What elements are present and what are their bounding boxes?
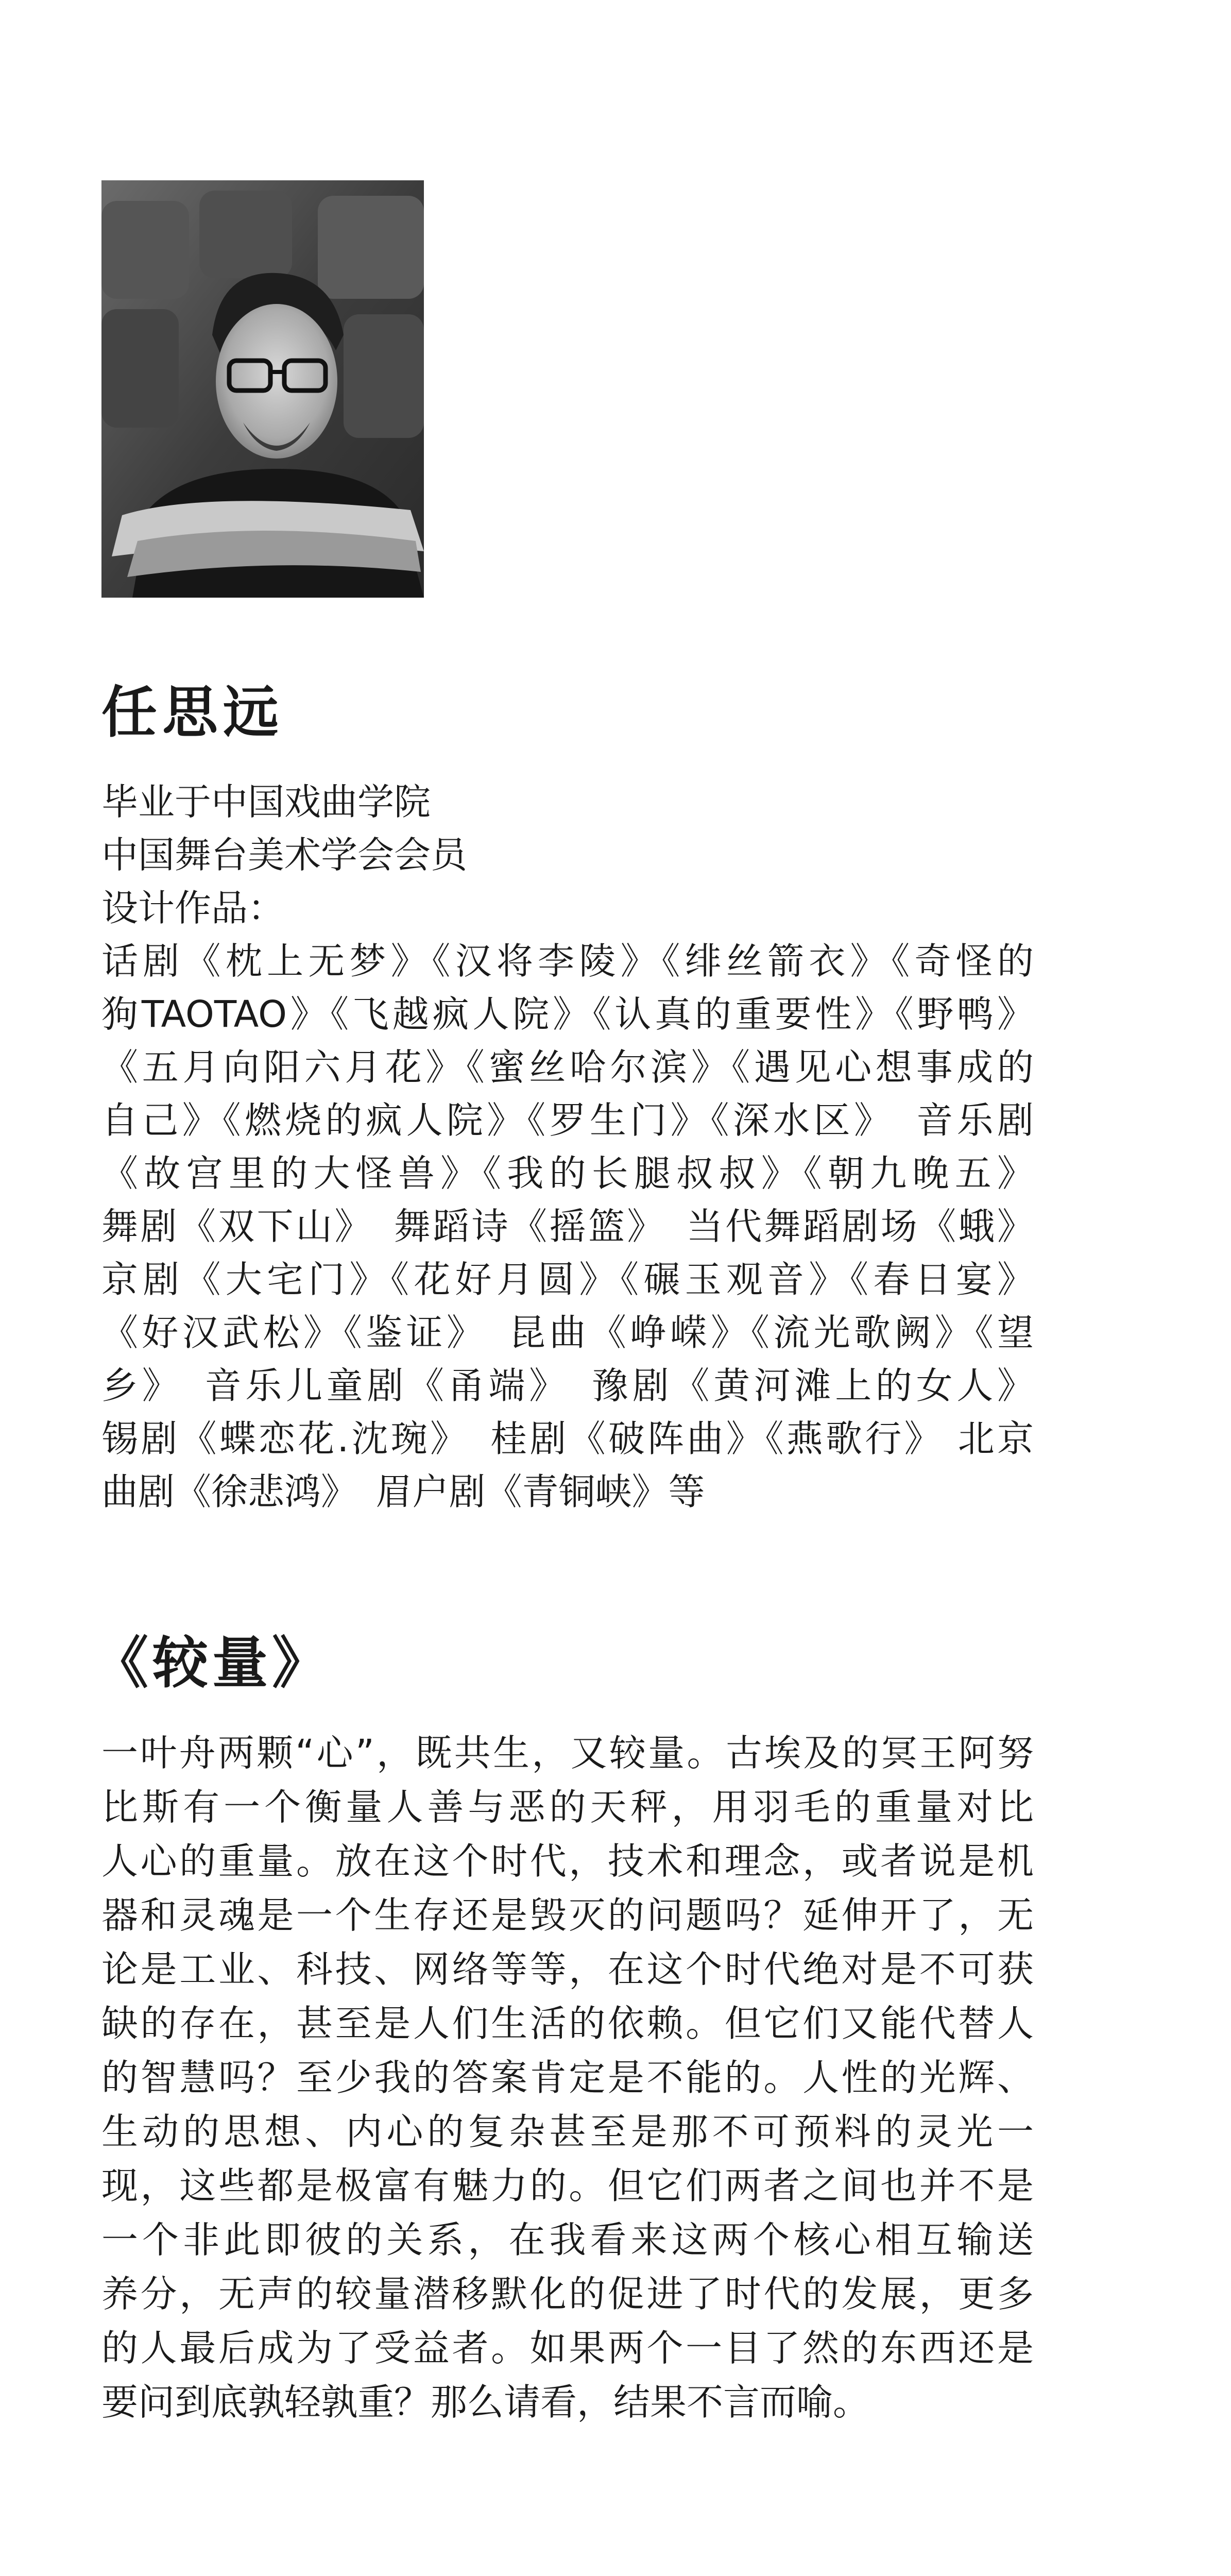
bio-line: 设计作品： (101, 887, 285, 929)
description-line: 的人最后成为了受益者。如果两个一目了然的东西还是 (101, 2327, 1034, 2369)
description-line: 论是工业、科技、网络等等，在这个时代绝对是不可获 (101, 1948, 1034, 1991)
bio-line: 曲剧《徐悲鸿》 眉户剧《青铜峡》等 (101, 1470, 705, 1513)
bio-line: 《五月向阳六月花》《蜜丝哈尔滨》《遇见心想事成的 (101, 1046, 1034, 1089)
artist-name: 任思远 (101, 681, 284, 745)
description-line: 人心的重量。放在这个时代，技术和理念，或者说是机 (101, 1840, 1034, 1883)
description-line: 的智慧吗？至少我的答案肯定是不能的。人性的光辉、 (101, 2056, 1034, 2099)
description-line: 现，这些都是极富有魅力的。但它们两者之间也并不是 (101, 2164, 1034, 2207)
artist-bio (101, 775, 1034, 1518)
bio-line: 毕业于中国戏曲学院 (101, 781, 431, 823)
work-title: 《较量》 (93, 1631, 332, 1696)
artist-portrait (101, 180, 424, 598)
description-line: 一叶舟两颗“心”，既共生，又较量。古埃及的冥王阿努 (101, 1732, 1034, 1774)
bio-line: 乡》 音乐儿童剧《甬端》 豫剧《黄河滩上的女人》 (101, 1364, 1034, 1407)
bio-line: 京剧《大宅门》《花好月圆》《碾玉观音》《春日宴》 (101, 1258, 1034, 1301)
bio-line: 话剧《枕上无梦》《汉将李陵》《绯丝箭衣》《奇怪的 (101, 940, 1034, 982)
description-line: 养分，无声的较量潜移默化的促进了时代的发展，更多 (101, 2273, 1034, 2315)
bio-line: 狗TAOTAO》《飞越疯人院》《认真的重要性》《野鸭》 (101, 993, 1034, 1036)
bio-line: 中国舞台美术学会会员 (101, 834, 468, 876)
description-line: 要问到底孰轻孰重？那么请看，结果不言而喻。 (101, 2381, 870, 2424)
bio-line: 舞剧《双下山》 舞蹈诗《摇篮》 当代舞蹈剧场《蛾》 (101, 1205, 1034, 1248)
bio-line: 《故宫里的大怪兽》《我的长腿叔叔》《朝九晚五》 (101, 1152, 1034, 1195)
description-line: 器和灵魂是一个生存还是毁灭的问题吗？延伸开了，无 (101, 1894, 1034, 1937)
bio-line: 锡剧《蝶恋花.沈琬》 桂剧《破阵曲》《燕歌行》 北京 (101, 1417, 1034, 1460)
description-line: 一个非此即彼的关系，在我看来这两个核心相互输送 (101, 2218, 1034, 2261)
description-line: 比斯有一个衡量人善与恶的天秤，用羽毛的重量对比 (101, 1786, 1034, 1828)
bio-line: 《好汉武松》《鉴证》 昆曲《峥嵘》《流光歌阙》《望 (101, 1311, 1034, 1354)
bio-line: 自己》《燃烧的疯人院》《罗生门》《深水区》 音乐剧 (101, 1099, 1034, 1142)
work-description (101, 1726, 1034, 2429)
description-line: 缺的存在，甚至是人们生活的依赖。但它们又能代替人 (101, 2002, 1034, 2045)
description-line: 生动的思想、内心的复杂甚至是那不可预料的灵光一 (101, 2110, 1034, 2153)
